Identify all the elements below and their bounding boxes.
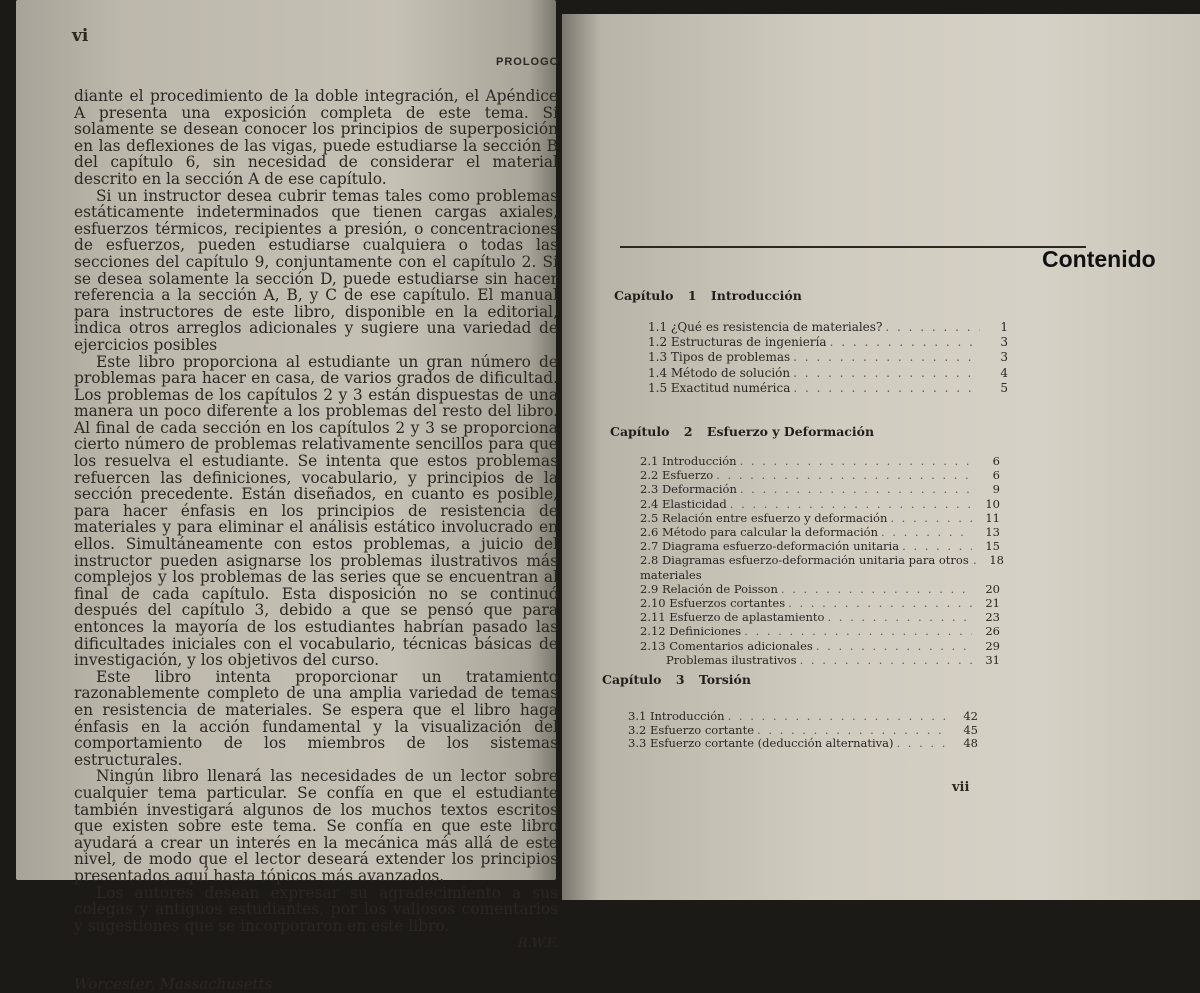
toc-entry-label: 2.6 Método para calcular la deformación: [640, 525, 878, 540]
left-page: [16, 0, 560, 993]
toc-entry-label: Problemas ilustrativos: [666, 652, 797, 667]
toc-entry: [640, 497, 1000, 511]
toc-entry: [640, 454, 1000, 468]
toc-entry: [640, 582, 1000, 596]
toc-entry-page: 9: [992, 482, 1000, 497]
toc-entry: [640, 553, 1004, 582]
paragraph: Ningún libro llenará las necesidades de un lector sobre cualquier tema particular. Se confía en que el estudiante también investigará algunos de los muchos textos escritos que existen sobre este tema. Se confía en que este libro ayudará a crear un interés en la mecánica más allá de este nivel, de modo que el lector deseará extender los principios presentados aquí hasta tópicos más avanzados.: [74, 767, 558, 885]
toc-entry-label: 2.4 Elasticidad: [640, 496, 727, 511]
toc-entry-label: 2.9 Relación de Poisson: [640, 581, 778, 596]
chapter-title: Introducción: [710, 288, 802, 303]
toc-entry-label: 2.7 Diagrama esfuerzo-deformación unitaria: [640, 539, 900, 554]
toc-entry: [648, 335, 1008, 350]
chapter-label: Capítulo: [610, 424, 670, 439]
right-page: [562, 14, 1200, 900]
toc-entry-label: 3.2 Esfuerzo cortante: [628, 722, 755, 737]
toc-entry: [648, 350, 1008, 365]
toc-entry: [640, 610, 1000, 624]
author-initials: R.W.F.: [517, 936, 558, 952]
toc-entry-label: 1.3 Tipos de problemas: [648, 350, 791, 365]
paragraph: Este libro proporciona al estudiante un gran número de problemas para hacer en casa, de varios grados de dificultad. Los problemas de los capítulos 2 y 3 están dispuestas de una manera un poco diferente a los problemas del resto del libro. Al final de cada sección en los capítulos 2 y 3 se proporciona cierto número de problemas relativamente sencillos para que los resuelva el estudiante. Se intenta que estos problemas refuercen las definiciones, vocabulario, y principios de la sección precedente. Están diseñados, en cuanto es posible, para hacer énfasis en los principios de resistencia de materiales y para eliminar el análisis estático involucrado en ellos. Simultáneamente con estos problemas, a juicio del instructor pueden asignarse los problemas ilustrativos más complejos y los problemas de las series que se encuentran al final de cada capítulo. Esta disposición no se continuó después del capítulo 3, debido a que se pensó que para entonces la mayoría de los estudiantes habrían pasado las dificultades iniciales con el vocabulario, técnicas básicas de investigación, y los objetivos del curso.: [74, 352, 558, 670]
chapter-heading: [602, 672, 751, 687]
toc-entry: [640, 525, 1000, 539]
toc-entry-label: 1.5 Exactitud numérica: [648, 380, 791, 395]
toc-entry: [628, 710, 978, 724]
toc-entry-page: 23: [985, 610, 1000, 625]
toc-entry: [640, 639, 1000, 653]
toc-entry-label: 2.1 Introducción: [640, 454, 737, 468]
toc-entry: [640, 596, 1000, 610]
toc-entry-label: 1.4 Método de solución: [648, 365, 791, 380]
chapter-title: Torsión: [698, 672, 751, 687]
toc-entry-label: 2.12 Definiciones: [640, 624, 742, 639]
toc-entry-page: 6: [992, 454, 1000, 468]
toc-entry-label: 1.1 ¿Qué es resistencia de materiales?: [648, 320, 883, 334]
toc-list: [648, 320, 1008, 396]
toc-entry-label: 2.3 Deformación: [640, 482, 737, 497]
page-number-right: vii: [952, 780, 970, 795]
toc-entry-page: 3: [1000, 335, 1008, 350]
paragraph: Este libro intenta proporcionar un tratamiento razonablemente completo de una amplia variedad de temas en resistencia de materiales. Se espera que el libro haga énfasis en la acción fundamental y la visualización del comportamiento de los miembros de los sistemas estructurales.: [74, 667, 558, 769]
toc-entry: [640, 624, 1000, 638]
toc-entry-page: 13: [985, 525, 1000, 540]
toc-entry-page: 5: [1000, 380, 1008, 395]
toc-entry-label: 3.1 Introducción: [628, 709, 725, 723]
toc-entry-page: 29: [985, 638, 1000, 653]
toc-entry-page: 26: [985, 624, 1000, 639]
toc-entry: [640, 653, 1000, 667]
chapter-number: 1: [687, 288, 697, 303]
toc-entry: [640, 511, 1000, 525]
place-line: Worcester, Massachusetts: [74, 975, 273, 993]
contents-title: Contenido: [1042, 246, 1156, 272]
chapter-heading: [614, 288, 802, 303]
toc-entry: [648, 320, 1008, 335]
toc-entry-label: 2.10 Esfuerzos cortantes: [640, 596, 786, 611]
toc-entry-page: 3: [1000, 350, 1008, 365]
toc-entry-label: 2.2 Esfuerzo: [640, 468, 714, 483]
toc-entry-page: 1: [1000, 320, 1008, 334]
prologue-body: [74, 88, 558, 993]
toc-entry-page: 20: [985, 581, 1000, 596]
toc-entry: [648, 381, 1008, 396]
chapter-label: Capítulo: [614, 288, 674, 303]
toc-entry: [628, 737, 978, 751]
chapter-label: Capítulo: [602, 672, 662, 687]
toc-entry-page: 42: [963, 709, 978, 723]
toc-entry: [628, 724, 978, 738]
toc-entry: [648, 366, 1008, 381]
toc-entry-label: 1.2 Estructuras de ingeniería: [648, 335, 827, 350]
chapter-number: 2: [683, 424, 693, 439]
toc-entry-page: 45: [963, 722, 978, 737]
toc-entry-page: 21: [985, 596, 1000, 611]
toc-entry-label: 2.8 Diagramas esfuerzo-deformación unitaria para otros materiales: [640, 553, 969, 582]
title-rule: [620, 246, 1086, 248]
paragraph: diante el procedimiento de la doble integración, el Apéndice A presenta una exposición completa de este tema. Si solamente se desean conocer los principios de superposición en las deflexiones de las vigas, puede estudiarse la sección B del capítulo 6, sin necesidad de considerar el material descrito en la sección A de ese capítulo.: [74, 87, 558, 188]
toc-entry: [640, 482, 1000, 496]
toc-entry-page: 48: [963, 736, 978, 751]
chapter-title: Esfuerzo y Deformación: [706, 424, 875, 439]
toc-entry-label: 2.13 Comentarios adicionales: [640, 638, 813, 653]
chapter-heading: [610, 424, 874, 439]
toc-entry-page: 18: [989, 553, 1004, 568]
toc-entry: [640, 468, 1000, 482]
toc-list: [640, 454, 1004, 667]
toc-entry-page: 10: [985, 496, 1000, 511]
toc-entry-page: 11: [985, 510, 1000, 525]
running-head: PROLOGO: [496, 56, 560, 68]
toc-entry-page: 6: [992, 468, 1000, 483]
toc-entry-page: 31: [985, 652, 1000, 667]
paragraph: Los autores desean expresar su agradecimiento a sus colegas y antiguos estudiantes, por los valiosos comentarios y sugestiones que se incorporaron en este libro.: [74, 883, 558, 935]
toc-entry-label: 2.11 Esfuerzo de aplastamiento: [640, 610, 825, 625]
chapter-number: 3: [675, 672, 685, 687]
toc-list: [628, 710, 978, 751]
toc-entry: [640, 539, 1000, 553]
page-number-left: vi: [72, 26, 89, 46]
paragraph: Si un instructor desea cubrir temas tales como problemas estáticamente indeterminados que tienen cargas axiales, esfuerzos térmicos, recipientes a presión, o concentraciones de esfuerzos, pueden estudiarse cualquiera o todas las secciones del capítulo 9, conjuntamente con el capítulo 2. Si se desea solamente la sección D, puede estudiarse sin hacer referencia a la sección A, B, y C de ese capítulo. El manual para instructores de este libro, disponible en la editorial, indica otros arreglos adicionales y sugiere una variedad de ejercicios posibles: [74, 186, 558, 354]
toc-entry-page: 15: [985, 539, 1000, 554]
toc-entry-label: 2.5 Relación entre esfuerzo y deformación: [640, 510, 888, 525]
toc-entry-label: 3.3 Esfuerzo cortante (deducción alternativa): [628, 736, 894, 751]
toc-entry-page: 4: [1000, 365, 1008, 380]
